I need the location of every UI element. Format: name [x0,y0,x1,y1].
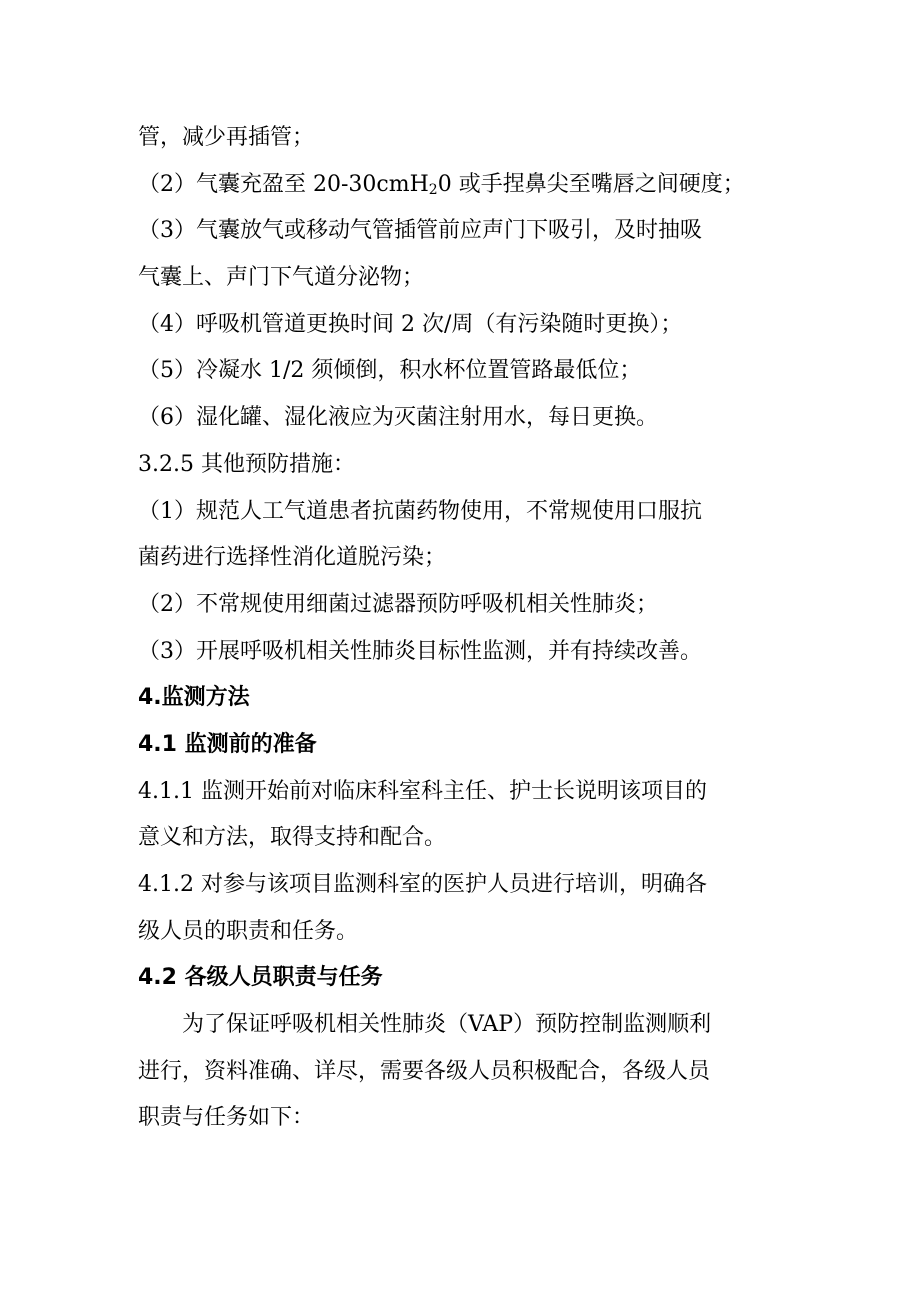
text-line: （4）呼吸机管道更换时间 2 次/周（有污染随时更换）； [138,311,683,337]
section-heading-3-2-5: 3.2.5 其他预防措施： [138,451,355,477]
text-line: （3）气囊放气或移动气管插管前应声门下吸引，及时抽吸 [138,218,702,244]
text-line: （2）不常规使用细菌过滤器预防呼吸机相关性肺炎； [138,591,658,617]
text-span: 0 或手捏鼻尖至嘴唇之间硬度； [437,171,745,197]
text-line: （3）开展呼吸机相关性肺炎目标性监测，并有持续改善。 [138,638,702,664]
paragraph-first-line: 为了保证呼吸机相关性肺炎（VAP）预防控制监测顺利 [182,1012,712,1038]
text-line: 管，减少再插管； [138,125,315,150]
document-body [138,115,788,1142]
section-heading-4: 4.监测方法 [138,685,250,711]
text-line: 菌药进行选择性消化道脱污染； [138,545,447,571]
text-line: 级人员的职责和任务。 [138,918,359,944]
subscript: 2 [428,181,438,198]
text-line: （5）冷凝水 1/2 须倾倒，积水杯位置管路最低位； [138,358,642,384]
text-line: 4.1.1 监测开始前对临床科室科主任、护士长说明该项目的 [138,778,707,804]
text-line: 4.1.2 对参与该项目监测科室的医护人员进行培训，明确各 [138,872,707,897]
text-line: 职责与任务如下： [138,1105,315,1131]
text-line: 意义和方法，取得支持和配合。 [138,825,447,851]
text-line: （1）规范人工气道患者抗菌药物使用，不常规使用口服抗 [138,498,702,524]
text-line: 进行，资料准确、详尽，需要各级人员积极配合，各级人员 [138,1058,711,1084]
text-line: （6）湿化罐、湿化液应为灭菌注射用水，每日更换。 [138,405,658,431]
text-line [138,162,788,209]
text-span: （2）气囊充盈至 20-30cmH [138,171,429,197]
section-heading-4-2: 4.2 各级人员职责与任务 [138,965,383,991]
text-line: 气囊上、声门下气道分泌物； [138,265,425,291]
section-heading-4-1: 4.1 监测前的准备 [138,731,317,757]
